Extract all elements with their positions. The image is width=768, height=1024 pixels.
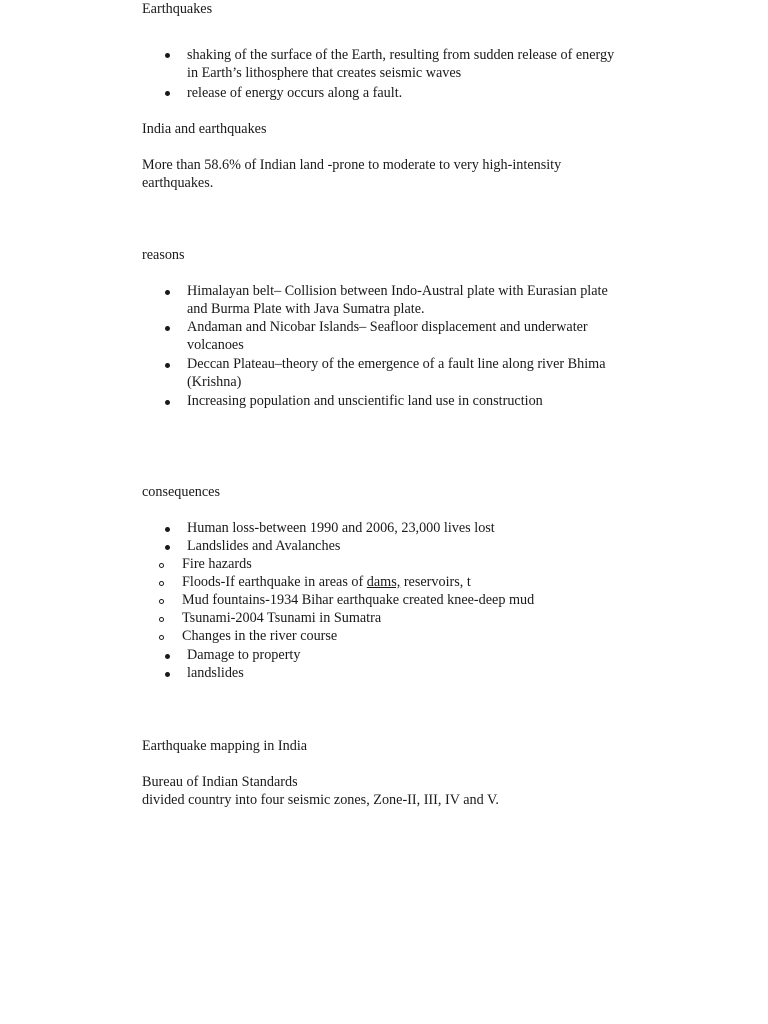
reason-item: Andaman and Nicobar Islands– Seafloor displacement and underwater volcanoes [187,319,588,353]
consequence-subitem: Mud fountains-1934 Bihar earthquake created knee-deep mud [182,592,535,608]
consequence-item: Damage to property [187,647,301,663]
circle-bullet-icon [159,599,164,604]
consequence-subitem [182,574,471,592]
floods-text: Floods-If earthquake in areas of [182,574,367,590]
reason-item: Himalayan belt– Collision between Indo-Austral plate with Eurasian plate and Burma Plate with Java Sumatra plate. [187,283,608,317]
india-heading: India and earthquakes [142,121,267,137]
consequence-item: landslides [187,665,244,681]
circle-bullet-icon [159,635,164,640]
india-text-line: More than 58.6% of Indian land -prone to moderate to very high-intensity [142,157,562,173]
india-text-line: earthquakes. [142,175,214,191]
definition-item: release of energy occurs along a fault. [187,85,403,101]
bullet-icon [165,91,170,96]
consequence-item: Landslides and Avalanches [187,538,341,554]
bullet-icon [165,400,170,405]
bullet-icon [165,290,170,295]
bullet-icon [165,654,170,659]
bullet-icon [165,672,170,677]
consequence-subitem: Tsunami-2004 Tsunami in Sumatra [182,610,382,626]
reasons-heading: reasons [142,247,185,263]
consequences-heading: consequences [142,484,220,500]
page-title: Earthquakes [142,1,213,17]
reason-item: Increasing population and unscientific land use in construction [187,393,543,409]
floods-text-rest: reservoirs, t [400,574,471,590]
consequence-subitem: Changes in the river course [182,628,338,644]
bullet-icon [165,326,170,331]
definition-item: shaking of the surface of the Earth, resulting from sudden release of energy in Earth’s lithosphere that creates seismic waves [187,47,615,81]
circle-bullet-icon [159,581,164,586]
reason-item: Deccan Plateau–theory of the emergence of a fault line along river Bhima (Krishna) [187,356,606,390]
consequence-subitem: Fire hazards [182,556,252,572]
circle-bullet-icon [159,563,164,568]
bullet-icon [165,53,170,58]
bullet-icon [165,527,170,532]
mapping-heading: Earthquake mapping in India [142,738,308,754]
bis-line: Bureau of Indian Standards [142,774,298,790]
bullet-icon [165,363,170,368]
circle-bullet-icon [159,617,164,622]
consequence-item: Human loss-between 1990 and 2006, 23,000 lives lost [187,520,495,536]
bullet-icon [165,545,170,550]
bis-line: divided country into four seismic zones, Zone-II, III, IV and V. [142,792,499,808]
dams-link[interactable]: dams, [366,574,401,590]
